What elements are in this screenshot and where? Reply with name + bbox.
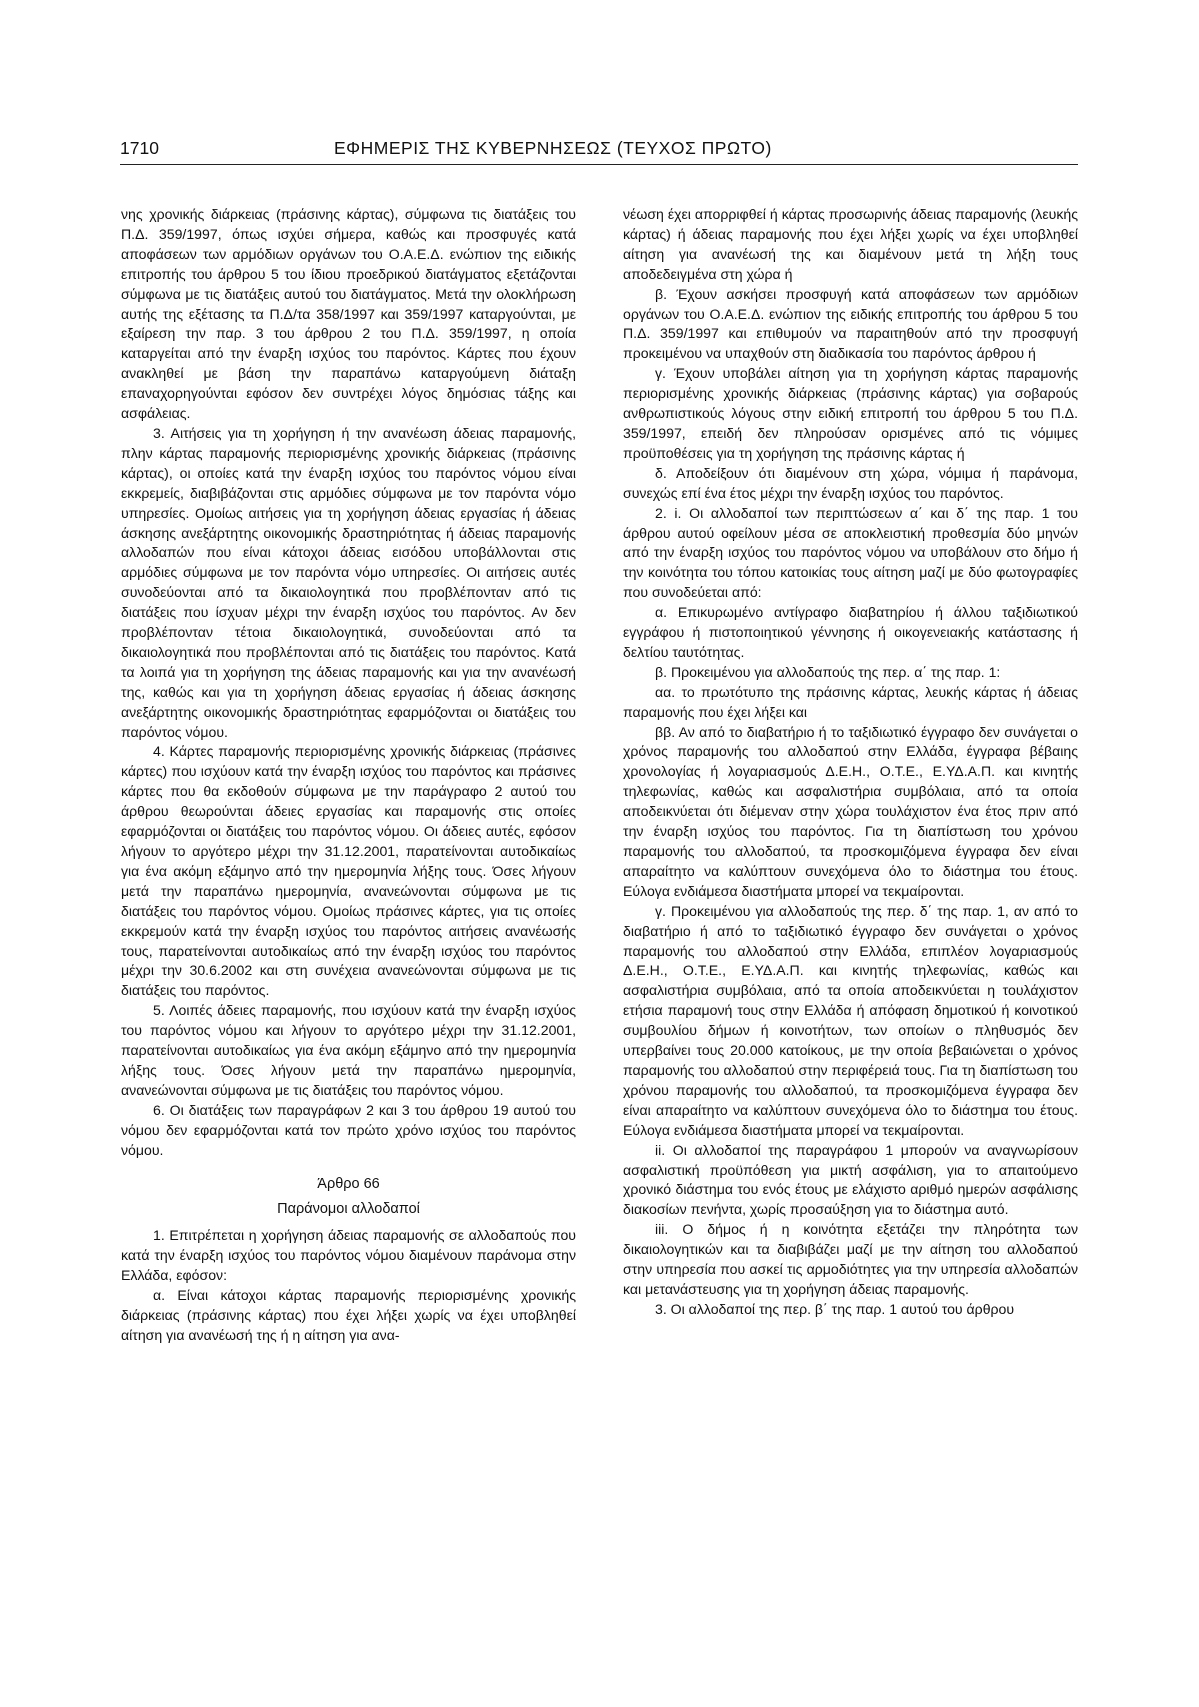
paragraph: 3. Αιτήσεις για τη χορήγηση ή την ανανέωση άδειας παραμονής, πλην κάρτας παραμονής περιορισμένης χρονικής διάρκειας (πράσινης κάρτας), οι οποίες κατά την έναρξη ισχύος του παρόντος νόμου είναι εκκρεμείς, διαβιβάζονται στις αρμόδιες σύμφωνα με τον παρόντα νόμο υπηρεσίες. Ομοίως αιτήσεις για τη χορήγηση άδειας εργασίας ή άδειας άσκησης ανεξάρτητης οικονομικής δραστηριότητας ή άδειας παραμονής αλλοδαπών που είναι κάτοχοι άδειας εισόδου υποβάλλονται στις αρμόδιες σύμφωνα με τον παρόντα νόμο υπηρεσίες. Οι αιτήσεις αυτές συνοδεύονται από τα δικαιολογητικά που προβλέπονταν από τις διατάξεις που ίσχυαν μέχρι την έναρξη ισχύος του παρόντος. Αν δεν προβλέπονταν τέτοια δικαιολογητικά, συνοδεύονται από τα δικαιολογητικά που προβλέπονται από τις διατάξεις του παρόντος. Κατά τα λοιπά για τη χορήγηση της άδειας παραμονής και για την ανανέωσή της, καθώς και για τη χορήγηση άδειας εργασίας ή άδειας άσκησης ανεξάρτητης οικονομικής δραστηριότητας εφαρμόζονται οι διατάξεις του παρόντος νόμου. <box>121 424 576 740</box>
paragraph: 4. Κάρτες παραμονής περιορισμένης χρονικής διάρκειας (πράσινες κάρτες) που ισχύουν κατά την έναρξη ισχύος του παρόντος και πράσινες κάρτες που θα εκδοθούν σύμφωνα με την παράγραφο 2 αυτού του άρθρου θεωρούνται άδειες εργασίας και παραμονής στις οποίες εφαρμόζονται οι διατάξεις του παρόντος νόμου. Οι άδειες αυτές, εφόσον λήγουν το αργότερο μέχρι την 31.12.2001, παρατείνονται αυτοδικαίως για ένα ακόμη εξάμηνο από την ημερομηνία λήξης τους. Όσες λήγουν μετά την παραπάνω ημερομηνία, ανανεώνονται σύμφωνα με τις διατάξεις του παρόντος νόμου. Ομοίως πράσινες κάρτες, για τις οποίες εκκρεμούν κατά την έναρξη ισχύος του παρόντος αιτήσεις ανανέωσής τους, παρατείνονται αυτοδικαίως από την έναρξη ισχύος του παρόντος μέχρι την 30.6.2002 και στη συνέχεια ανανεώνονται σύμφωνα με τις διατάξεις του παρόντος. <box>121 743 576 999</box>
article-number: Άρθρο 66 <box>317 1175 380 1192</box>
page-header <box>120 138 1078 162</box>
running-title: ΕΦΗΜΕΡΙΣ ΤΗΣ ΚΥΒΕΡΝΗΣΕΩΣ (ΤΕΥΧΟΣ ΠΡΩΤΟ) <box>334 138 772 158</box>
left-column <box>121 205 576 1346</box>
paragraph: ββ. Αν από το διαβατήριο ή το ταξιδιωτικό έγγραφο δεν συνάγεται ο χρόνος παραμονής του αλλοδαπού στην Ελλάδα, έγγραφα βέβαιης χρονολογίας ή λογαριασμούς Δ.Ε.Η., Ο.Τ.Ε., Ε.ΥΔ.Α.Π. και κινητής τηλεφωνίας, καθώς και ασφαλιστήρια συμβόλαια, από τα οποία αποδεικνύεται ότι διέμεναν στην χώρα τουλάχιστον ένα έτος πριν από την έναρξη ισχύος του παρόντος. Για τη διαπίστωση του χρόνου παραμονής του αλλοδαπού, τα προσκομιζόμενα έγγραφα δεν είναι απαραίτητο να καλύπτουν συνεχόμενα όλο το διάστημα του έτους. Εύλογα ενδιάμεσα διαστήματα μπορεί να τεκμαίρονται. <box>623 723 1078 899</box>
paragraph: νέωση έχει απορριφθεί ή κάρτας προσωρινής άδειας παραμονής (λευκής κάρτας) ή άδειας παραμονής που έχει λήξει χωρίς να έχει υποβληθεί αίτηση για ανανέωσή της και διαμένουν μετά τη λήξη τους αποδεδειγμένα στη χώρα ή <box>623 206 1078 282</box>
paragraph: νης χρονικής διάρκειας (πράσινης κάρτας), σύμφωνα τις διατάξεις του Π.Δ. 359/1997, όπως ισχύει σήμερα, καθώς και προσφυγές κατά αποφάσεων των αρμόδιων οργάνων του Ο.Α.Ε.Δ. ενώπιον της ειδικής επιτροπής του άρθρου 5 του ίδιου προεδρικού διατάγματος εξετάζονται σύμφωνα με τις διατάξεις αυτού του διατάγματος. Μετά την ολοκλήρωση αυτής της εξέτασης τα Π.Δ/τα 358/1997 και 359/1997 καταργούνται, με εξαίρεση την παρ. 3 του άρθρου 2 του Π.Δ. 359/1997, η οποία καταργείται από την έναρξη ισχύος του παρόντος. Κάρτες που έχουν ανακληθεί με βάση την παραπάνω καταργούμενη διάταξη επαναχορηγούνται εφόσον δεν συντρέχει λόγος δημόσιας τάξης και ασφάλειας. <box>121 206 576 422</box>
paragraph: γ. Προκειμένου για αλλοδαπούς της περ. δ΄ της παρ. 1, αν από το διαβατήριο ή από το ταξιδιωτικό έγγραφο δεν συνάγεται ο χρόνος παραμονής του αλλοδαπού στην Ελλάδα, επιπλέον λογαριασμούς Δ.Ε.Η., Ο.Τ.Ε., Ε.ΥΔ.Α.Π. και κινητής τηλεφωνίας, καθώς και ασφαλιστήρια συμβόλαια, από τα οποία αποδεικνύεται η τουλάχιστον ετήσια παραμονή τους στην Ελλάδα ή απόφαση δημοτικού ή κοινοτικού συμβουλίου δήμων ή κοινοτήτων, των οποίων ο πληθυσμός δεν υπερβαίνει τους 20.000 κατοίκους, με την οποία βεβαιώνεται ο χρόνος παραμονής του αλλοδαπού στην περιφέρειά τους. Για τη διαπίστωση του χρόνου παραμονής του αλλοδαπού, τα προσκομιζόμενα έγγραφα δεν είναι απαραίτητο να καλύπτουν συνεχόμενα όλο το διάστημα του έτους. Εύλογα ενδιάμεσα διαστήματα μπορεί να τεκμαίρονται. <box>623 902 1078 1138</box>
paragraph: β. Έχουν ασκήσει προσφυγή κατά αποφάσεων των αρμόδιων οργάνων του Ο.Α.Ε.Δ. ενώπιον της ειδικής επιτροπής του άρθρου 5 του Π.Δ. 359/1997 και επιθυμούν να παραιτηθούν από την προσφυγή προκειμένου να υπαχθούν στη διαδικασία του παρόντος άρθρου ή <box>623 285 1078 362</box>
paragraph: α. Επικυρωμένο αντίγραφο διαβατηρίου ή άλλου ταξιδιωτικού εγγράφου ή πιστοποιητικού γέννησης ή οικογενειακής κατάστασης ή δελτίου ταυτότητας. <box>623 604 1078 660</box>
paragraph: β. Προκειμένου για αλλοδαπούς της περ. α΄ της παρ. 1: <box>655 663 1001 680</box>
paragraph: 6. Οι διατάξεις των παραγράφων 2 και 3 του άρθρου 19 αυτού του νόμου δεν εφαρμόζονται κατά τον πρώτο χρόνο ισχύος του παρόντος νόμου. <box>121 1101 576 1158</box>
paragraph: iii. Ο δήμος ή η κοινότητα εξετάζει την πληρότητα των δικαιολογητικών και τα διαβιβάζει μαζί με την αίτηση του αλλοδαπού στην υπηρεσία που ασκεί τις αρμοδιότητες για την υπηρεσία αλλοδαπών και μετανάστευσης για τη χορήγηση άδειας παραμονής. <box>623 1221 1078 1297</box>
paragraph: 2. i. Οι αλλοδαποί των περιπτώσεων α΄ και δ΄ της παρ. 1 του άρθρου αυτού οφείλουν μέσα σε αποκλειστική προθεσμία δύο μηνών από την έναρξη ισχύος του παρόντος νόμου να υποβάλουν στο δήμο ή την κοινότητα του τόπου κατοικίας τους αίτηση μαζί με δύο φωτογραφίες που συνοδεύεται από: <box>623 504 1078 601</box>
paragraph: 5. Λοιπές άδειες παραμονής, που ισχύουν κατά την έναρξη ισχύος του παρόντος νόμου και λήγουν το αργότερο μέχρι την 31.12.2001, παρατείνονται αυτοδικαίως για ένα ακόμη εξάμηνο από την ημερομηνία λήξης τους. Όσες λήγουν μετά την παραπάνω ημερομηνία, ανανεώνονται σύμφωνα με τις διατάξεις του παρόντος νόμου. <box>121 1002 576 1098</box>
right-column <box>623 205 1078 1320</box>
paragraph: δ. Αποδείξουν ότι διαμένουν στη χώρα, νόμιμα ή παράνομα, συνεχώς επί ένα έτος μέχρι την έναρξη ισχύος του παρόντος. <box>623 464 1078 501</box>
paragraph: ii. Οι αλλοδαποί της παραγράφου 1 μπορούν να αναγνωρίσουν ασφαλιστική προϋπόθεση για μικτή ασφάλιση, για το απαιτούμενο χρονικό διάστημα του ενός έτους με ελάχιστο αριθμό ημερών ασφάλισης διακοσίων πενήντα, χωρίς προσαύξηση για το διάστημα αυτό. <box>623 1141 1078 1218</box>
page-number: 1710 <box>120 138 159 158</box>
paragraph: 3. Οι αλλοδαποί της περ. β΄ της παρ. 1 αυτού του άρθρου <box>655 1300 1015 1317</box>
paragraph: 1. Επιτρέπεται η χορήγηση άδειας παραμονής σε αλλοδαπούς που κατά την έναρξη ισχύος του παρόντος νόμου διαμένουν παράνομα στην Ελλάδα, εφόσον: <box>121 1227 576 1284</box>
paragraph: α. Είναι κάτοχοι κάρτας παραμονής περιορισμένης χρονικής διάρκειας (πράσινης κάρτας) που έχει λήξει χωρίς να έχει υποβληθεί αίτηση για ανανέωσή της ή η αίτηση για ανα- <box>121 1287 576 1343</box>
article-title: Παράνομοι αλλοδαποί <box>277 1201 420 1218</box>
header-rule <box>120 164 1078 165</box>
paragraph: γ. Έχουν υποβάλει αίτηση για τη χορήγηση κάρτας παραμονής περιορισμένης χρονικής διάρκειας (πράσινης κάρτας) για σοβαρούς ανθρωπιστικούς λόγους στην ειδική επιτροπή του άρθρου 5 του Π.Δ. 359/1997, επειδή δεν πληρούσαν ορισμένες από τις νόμιμες προϋποθέσεις για τη χορήγηση της πράσινης κάρτας ή <box>623 365 1078 461</box>
paragraph: αα. το πρωτότυπο της πράσινης κάρτας, λευκής κάρτας ή άδειας παραμονής που έχει λήξει και <box>623 683 1078 720</box>
